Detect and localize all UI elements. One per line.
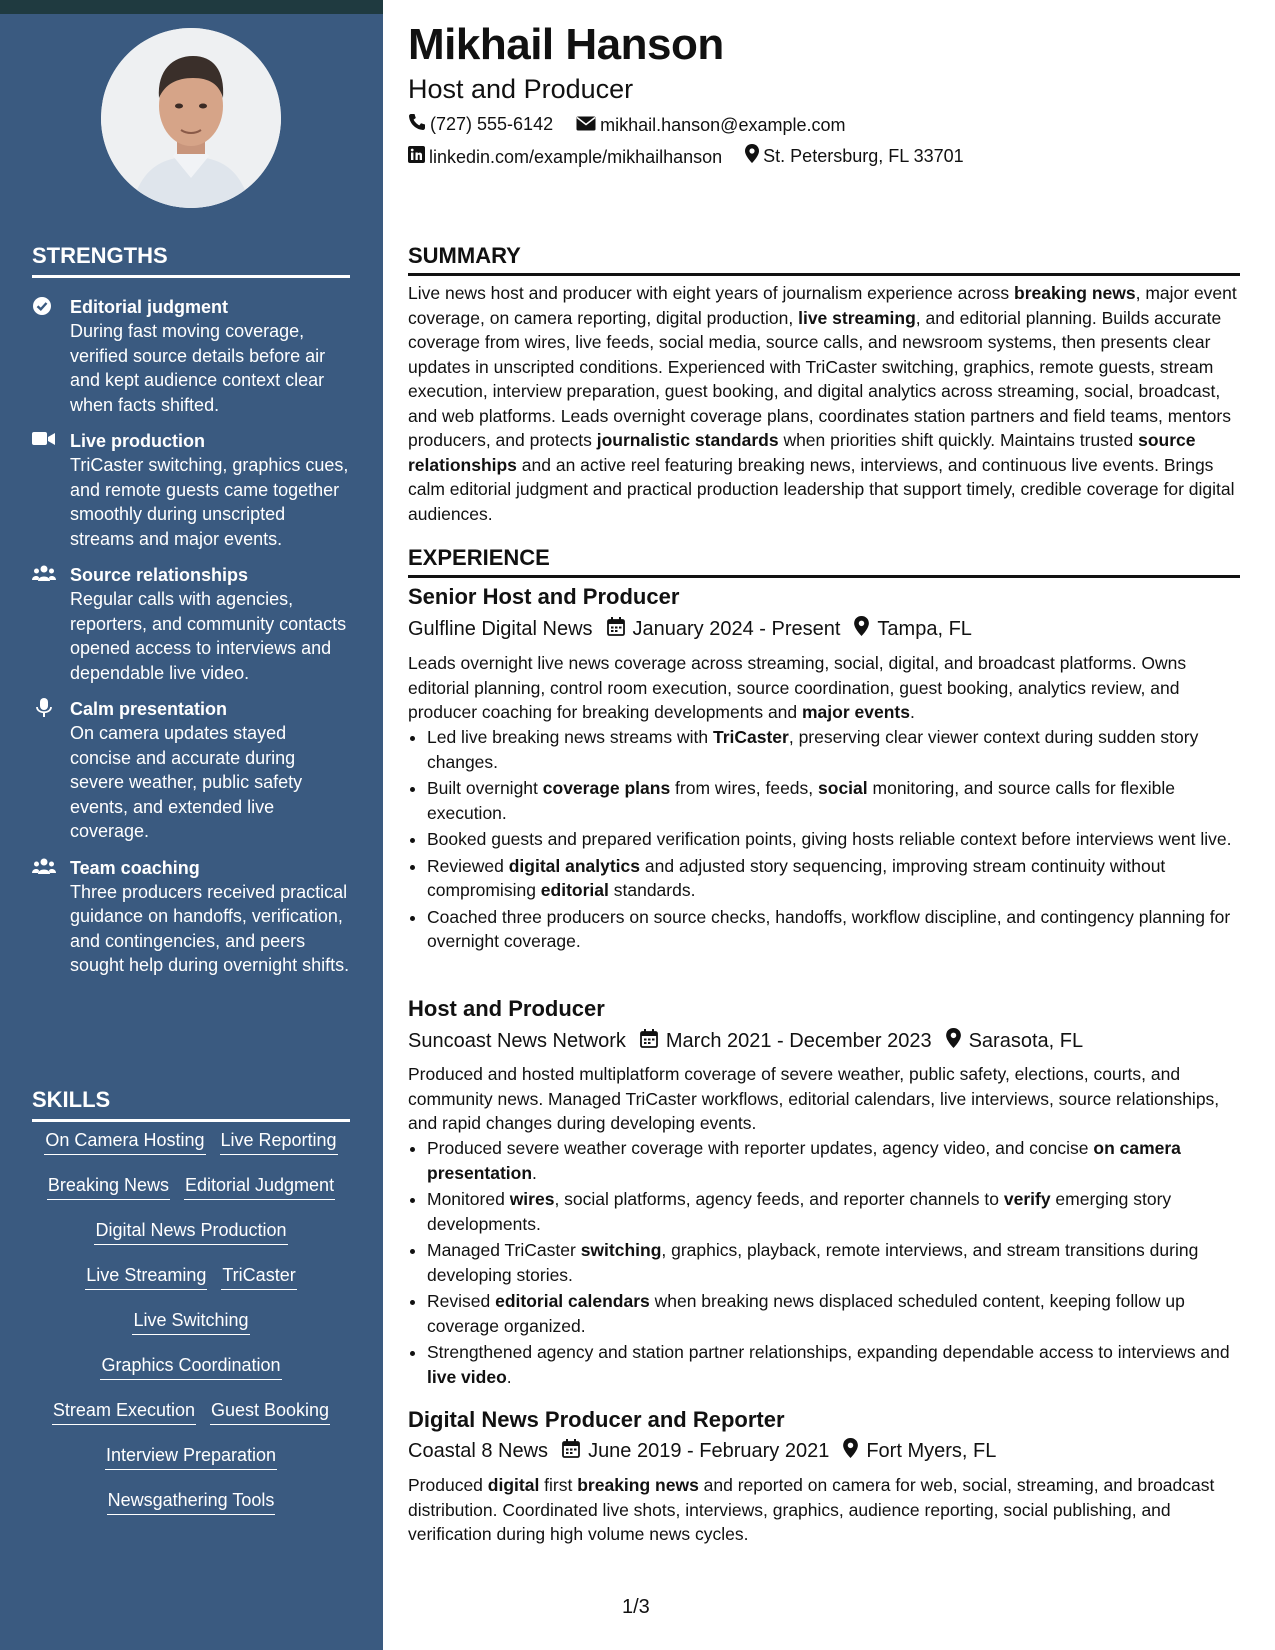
job-bullet: • Managed TriCaster switching, graphics, playback, remote interviews, and stream transitions during developing stories.	[427, 1238, 1259, 1287]
skill-tag: Guest Booking	[210, 1399, 330, 1425]
skill-tag: On Camera Hosting	[44, 1129, 205, 1155]
job-dates: January 2024 - Present	[632, 617, 841, 640]
skill-tag: Newsgathering Tools	[107, 1489, 276, 1515]
job-title: Host and Producer	[408, 996, 605, 1021]
location-contact	[745, 144, 963, 168]
job-dates: June 2019 - February 2021	[588, 1439, 830, 1462]
candidate-role: Host and Producer	[408, 74, 634, 104]
strength-item	[32, 856, 350, 978]
contact-line-1	[408, 113, 864, 136]
company-name: Suncoast News Network	[408, 1029, 626, 1052]
job-bullet: • Booked guests and prepared verification points, giving hosts reliable context before interviews went live.	[427, 827, 1259, 852]
profile-photo	[101, 28, 281, 208]
summary-heading: SUMMARY	[408, 243, 1240, 276]
strength-item	[32, 429, 350, 551]
job-bullet: • Built overnight coverage plans from wires, feeds, social monitoring, and source calls for flexible execution.	[427, 776, 1259, 825]
video-camera-icon	[32, 430, 56, 450]
job-meta	[408, 616, 972, 642]
calendar-icon	[548, 1439, 588, 1464]
strength-item	[32, 697, 350, 844]
linkedin-icon	[408, 146, 429, 168]
job-bullets	[408, 1136, 1259, 1391]
email-text[interactable]: mikhail.hanson@example.com	[600, 115, 846, 135]
strength-title: Editorial judgment	[70, 297, 229, 317]
skill-row	[28, 1174, 354, 1219]
job-location: Fort Myers, FL	[866, 1439, 997, 1462]
strengths-list	[32, 295, 350, 990]
job-bullet: • Revised editorial calendars when breaking news displaced scheduled content, keeping follow up coverage organized.	[427, 1289, 1259, 1338]
map-pin-icon	[745, 144, 763, 168]
envelope-icon	[576, 115, 600, 136]
phone-icon	[408, 113, 430, 136]
phone-text[interactable]: (727) 555-6142	[430, 114, 554, 134]
skill-row	[28, 1309, 354, 1354]
experience-heading: EXPERIENCE	[408, 545, 1240, 578]
job-dates: March 2021 - December 2023	[665, 1029, 932, 1052]
job-bullet: • Reviewed digital analytics and adjusted story sequencing, improving stream continuity without compromising editorial standards.	[427, 854, 1259, 903]
skill-row	[28, 1444, 354, 1489]
job-bullet: • Produced severe weather coverage with reporter updates, agency video, and concise on camera presentation.	[427, 1136, 1259, 1185]
linkedin-contact	[408, 146, 722, 168]
skill-row	[28, 1129, 354, 1174]
skills-list	[28, 1129, 354, 1534]
linkedin-text[interactable]: linkedin.com/example/mikhailhanson	[429, 146, 723, 167]
job-meta	[408, 1028, 1083, 1054]
job-bullet: • Strengthened agency and station partner relationships, expanding dependable access to interviews and live video.	[427, 1340, 1259, 1389]
job-bullet: • Led live breaking news streams with TriCaster, preserving clear viewer context during sudden story changes.	[427, 725, 1259, 774]
strength-desc: TriCaster switching, graphics cues, and remote guests came together smoothly during unscripted streams and major events.	[70, 455, 349, 549]
map-pin-icon	[829, 1438, 866, 1464]
job-description: Leads overnight live news coverage across streaming, social, digital, and broadcast platforms. Owns editorial planning, control room execution, source coordination, guest booking, analytics review, and producer coaching for breaking developments and major events.	[408, 653, 1187, 722]
job-bullets	[408, 725, 1259, 956]
map-pin-icon	[932, 1028, 969, 1054]
skill-row	[28, 1219, 354, 1264]
company-name: Coastal 8 News	[408, 1439, 549, 1462]
skill-row	[28, 1354, 354, 1399]
skill-tag: Graphics Coordination	[100, 1354, 281, 1380]
job-title: Digital News Producer and Reporter	[408, 1407, 785, 1432]
users-icon	[32, 857, 56, 877]
skill-tag: Editorial Judgment	[184, 1174, 335, 1200]
skill-row	[28, 1489, 354, 1534]
strength-title: Team coaching	[70, 857, 200, 878]
skill-tag: Digital News Production	[94, 1219, 287, 1245]
strength-desc: During fast moving coverage, verified source details before air and kept audience context clear when facts shifted.	[70, 321, 326, 415]
page-number: 1/3	[622, 1596, 650, 1618]
skill-tag: TriCaster	[221, 1264, 296, 1290]
skill-tag: Stream Execution	[52, 1399, 196, 1425]
skill-row	[28, 1264, 354, 1309]
sidebar-top-bar	[0, 0, 383, 14]
strengths-heading: STRENGTHS	[32, 243, 350, 278]
microphone-icon	[32, 698, 56, 718]
strength-desc: On camera updates stayed concise and accurate during severe weather, public safety events, and extended live coverage.	[70, 723, 303, 841]
strength-title: Calm presentation	[70, 699, 228, 719]
skill-tag: Breaking News	[47, 1174, 170, 1200]
company-name: Gulfline Digital News	[408, 617, 593, 640]
strength-title: Source relationships	[70, 565, 249, 585]
job-bullet: • Monitored wires, social platforms, agency feeds, and reporter channels to verify emerging story developments.	[427, 1187, 1259, 1236]
email-contact	[576, 115, 845, 136]
job-location: Sarasota, FL	[968, 1029, 1084, 1052]
contact-line-2	[408, 144, 982, 168]
strength-desc: Regular calls with agencies, reporters, and community contacts opened access to interviews and dependable live video.	[70, 589, 347, 683]
map-pin-icon	[840, 616, 877, 642]
skill-tag: Live Reporting	[220, 1129, 338, 1155]
candidate-name: Mikhail Hanson	[408, 20, 724, 69]
strength-desc: Three producers received practical guidance on handoffs, verification, and contingencies, and peers sought help during overnight shifts.	[70, 881, 350, 975]
job-description: Produced digital first breaking news and reported on camera for web, social, streaming, and broadcast distribution. Coordinated live shots, interviews, graphics, audience reporting, social publishing, and verification during high volume news cycles.	[408, 1475, 1215, 1544]
check-circle-icon	[32, 296, 56, 316]
skill-row	[28, 1399, 354, 1444]
job-bullet: • Coached three producers on source checks, handoffs, workflow discipline, and contingency planning for overnight coverage.	[427, 905, 1259, 954]
calendar-icon	[626, 1029, 666, 1054]
job-location: Tampa, FL	[877, 617, 972, 640]
calendar-icon	[593, 617, 633, 642]
strength-title: Live production	[70, 431, 205, 451]
skill-tag: Interview Preparation	[105, 1444, 277, 1470]
job-title: Senior Host and Producer	[408, 584, 680, 609]
skill-tag: Live Streaming	[85, 1264, 207, 1290]
strength-item	[32, 563, 350, 685]
job-meta	[408, 1438, 996, 1464]
job-description: Produced and hosted multiplatform coverage of severe weather, public safety, elections, courts, and community news. Managed TriCaster workflows, editorial calendars, live interviews, source relationships, and rapid changes during developing events.	[408, 1064, 1220, 1133]
summary-text: Live news host and producer with eight years of journalism experience across breaking news, major event coverage, on camera reporting, digital production, live streaming, and editorial planning. Builds accurate coverage from wires, live feeds, social media, source calls, and newsroom systems, then presents clear updates in unscripted conditions. Experienced with TriCaster switching, graphics, remote guests, stream execution, interview preparation, guest booking, and digital analytics across streaming, social, broadcast, and web platforms. Leads overnight coverage plans, coordinates station partners and field teams, mentors producers, and protects journalistic standards when priorities shift quickly. Maintains trusted source relationships and an active reel featuring breaking news, interviews, and continuous live events. Brings calm editorial judgment and practical production leadership that support timely, credible coverage for digital audiences.	[408, 283, 1237, 524]
strength-item	[32, 295, 350, 417]
users-icon	[32, 564, 56, 584]
location-text: St. Petersburg, FL 33701	[763, 145, 964, 166]
skills-heading: SKILLS	[32, 1087, 350, 1122]
skill-tag: Live Switching	[132, 1309, 249, 1335]
phone-contact	[408, 113, 553, 136]
